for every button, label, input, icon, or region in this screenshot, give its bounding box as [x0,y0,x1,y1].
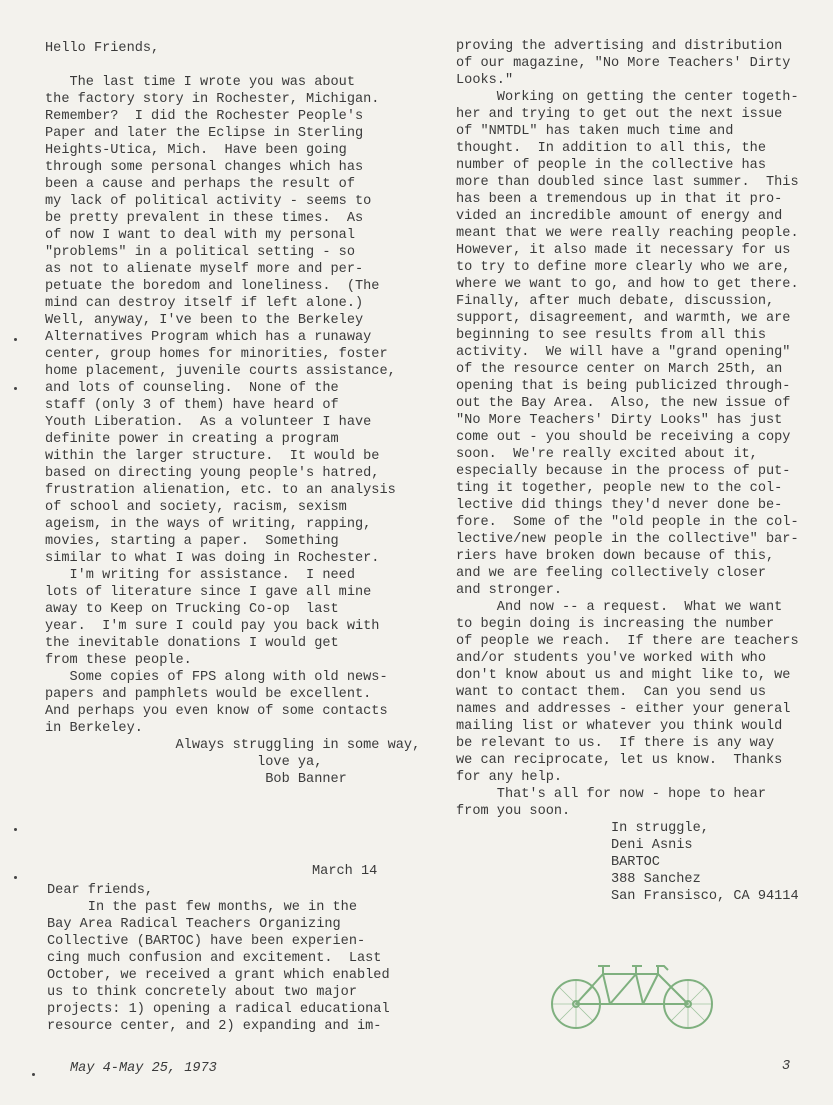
text-line: October, we received a grant which enabled [47,968,390,983]
text-line: has been a tremendous up in that it pro- [456,192,783,207]
text-line: more than doubled since last summer. This [456,175,799,190]
text-line: In the past few months, we in the [47,900,357,915]
text-line: year. I'm sure I could pay you back with [45,619,380,634]
margin-mark [14,387,17,390]
text-line: petuate the boredom and loneliness. (The [45,279,380,294]
text-line: San Fransisco, CA 94114 [456,889,799,904]
text-line: and stronger. [456,583,563,598]
text-line: Some copies of FPS along with old news- [45,670,388,685]
text-line: similar to what I was doing in Rochester. [45,551,380,566]
margin-mark [14,338,17,341]
text-line: ageism, in the ways of writing, rapping, [45,517,372,532]
text-line: Working on getting the center togeth- [456,90,799,105]
text-line: frustration alienation, etc. to an analysis [45,483,396,498]
text-line: the factory story in Rochester, Michigan. [45,92,380,107]
text-line: I'm writing for assistance. I need [45,568,355,583]
text-line: However, it also made it necessary for us [456,243,791,258]
text-line: of the resource center on March 25th, an [456,362,783,377]
text-line: of "NMTDL" has taken much time and [456,124,734,139]
footer-date: May 4-May 25, 1973 [70,1061,217,1076]
text-line: come out - you should be receiving a copy [456,430,791,445]
text-line: my lack of political activity - seems to [45,194,372,209]
text-line: from you soon. [456,804,571,819]
text-line: thought. In addition to all this, the [456,141,766,156]
text-line: us to think concretely about two major [47,985,357,1000]
text-line: names and addresses - either your general [456,702,791,717]
text-line: riers have broken down because of this, [456,549,775,564]
text-line: staff (only 3 of them) have heard of [45,398,339,413]
text-line: meant that we were really reaching people. [456,226,799,241]
text-line: activity. We will have a "grand opening" [456,345,791,360]
text-line: Looks." [456,73,514,88]
margin-mark [14,876,17,879]
text-line: Alternatives Program which has a runaway [45,330,372,345]
text-line: from these people. [45,653,192,668]
text-line: of people we reach. If there are teachers [456,634,799,649]
text-line: where we want to go, and how to get there. [456,277,799,292]
text-line: lective did things they'd never done be- [456,498,783,513]
text-line: Always struggling in some way, [45,738,421,753]
text-line: Collective (BARTOC) have been experien- [47,934,366,949]
text-line: be relevant to us. If there is any way [456,736,775,751]
text-line: ting it together, people new to the col- [456,481,783,496]
text-line: soon. We're really excited about it, [456,447,758,462]
text-line: proving the advertising and distribution [456,39,783,54]
text-line: cing much confusion and excitement. Last [47,951,382,966]
text-line: And perhaps you even know of some contacts [45,704,388,719]
page-number: 3 [782,1059,791,1074]
tandem-bicycle-illustration [548,960,716,1034]
text-line: especially because in the process of put- [456,464,791,479]
text-line: been a cause and perhaps the result of [45,177,355,192]
text-line: be pretty prevalent in these times. As [45,211,364,226]
text-line: and we are feeling collectively closer [456,566,766,581]
text-line: vided an incredible amount of energy and [456,209,783,224]
text-line: opening that is being publicized through- [456,379,791,394]
margin-mark [14,828,17,831]
text-line: for any help. [456,770,563,785]
text-line: and lots of counseling. None of the [45,381,339,396]
text-line: Dear friends, [47,883,154,898]
text-line: beginning to see results from all this [456,328,766,343]
text-line: papers and pamphlets would be excellent. [45,687,372,702]
text-line: to begin doing is increasing the number [456,617,775,632]
text-line: away to Keep on Trucking Co-op last [45,602,339,617]
letter-bob-banner [45,40,420,788]
text-line: of our magazine, "No More Teachers' Dirty [456,56,791,71]
text-line: don't know about us and might like to, we [456,668,791,683]
text-line: definite power in creating a program [45,432,339,447]
text-line: out the Bay Area. Also, the new issue of [456,396,791,411]
text-line: Youth Liberation. As a volunteer I have [45,415,372,430]
letter-bartoc-continued [456,38,799,905]
text-line: we can reciprocate, let us know. Thanks [456,753,783,768]
text-line: want to contact them. Can you send us [456,685,766,700]
text-line: "No More Teachers' Dirty Looks" has just [456,413,783,428]
text-line: resource center, and 2) expanding and im- [47,1019,382,1034]
letter-date: March 14 [312,864,378,879]
text-line: the inevitable donations I would get [45,636,339,651]
text-line: in Berkeley. [45,721,143,736]
letter-bartoc-start [47,882,390,1035]
text-line: within the larger structure. It would be [45,449,380,464]
text-line: number of people in the collective has [456,158,766,173]
text-line: Well, anyway, I've been to the Berkeley [45,313,364,328]
text-line [45,57,420,74]
text-line: support, disagreement, and warmth, we are [456,311,791,326]
text-line: center, group homes for minorities, foster [45,347,388,362]
text-line: mind can destroy itself if left alone.) [45,296,364,311]
text-line: That's all for now - hope to hear [456,787,766,802]
text-line: home placement, juvenile courts assistance, [45,364,396,379]
text-line: of now I want to deal with my personal [45,228,355,243]
text-line: Finally, after much debate, discussion, [456,294,775,309]
text-line: as not to alienate myself more and per- [45,262,364,277]
text-line: Bay Area Radical Teachers Organizing [47,917,341,932]
text-line: BARTOC [456,855,660,870]
text-line: Bob Banner [45,772,347,787]
text-line: "problems" in a political setting - so [45,245,355,260]
text-line: love ya, [45,755,323,770]
text-line: movies, starting a paper. Something [45,534,339,549]
text-line: Deni Asnis [456,838,693,853]
text-line: of school and society, racism, sexism [45,500,347,515]
text-line: based on directing young people's hatred, [45,466,380,481]
text-line: Remember? I did the Rochester People's [45,109,364,124]
text-line: Hello Friends, [45,41,160,56]
text-line: Heights-Utica, Mich. Have been going [45,143,347,158]
text-line: In struggle, [456,821,709,836]
text-line: The last time I wrote you was about [45,75,355,90]
text-line: projects: 1) opening a radical educational [47,1002,390,1017]
text-line: and/or students you've worked with who [456,651,766,666]
text-line: 388 Sanchez [456,872,701,887]
text-line: fore. Some of the "old people in the col- [456,515,799,530]
text-line: her and trying to get out the next issue [456,107,783,122]
text-line: And now -- a request. What we want [456,600,783,615]
text-line: lots of literature since I gave all mine [45,585,372,600]
text-line: through some personal changes which has [45,160,364,175]
margin-mark [32,1073,35,1076]
text-line: lective/new people in the collective" bar- [456,532,799,547]
text-line: mailing list or whatever you think would [456,719,783,734]
text-line: Paper and later the Eclipse in Sterling [45,126,364,141]
text-line: to try to define more clearly who we are, [456,260,791,275]
